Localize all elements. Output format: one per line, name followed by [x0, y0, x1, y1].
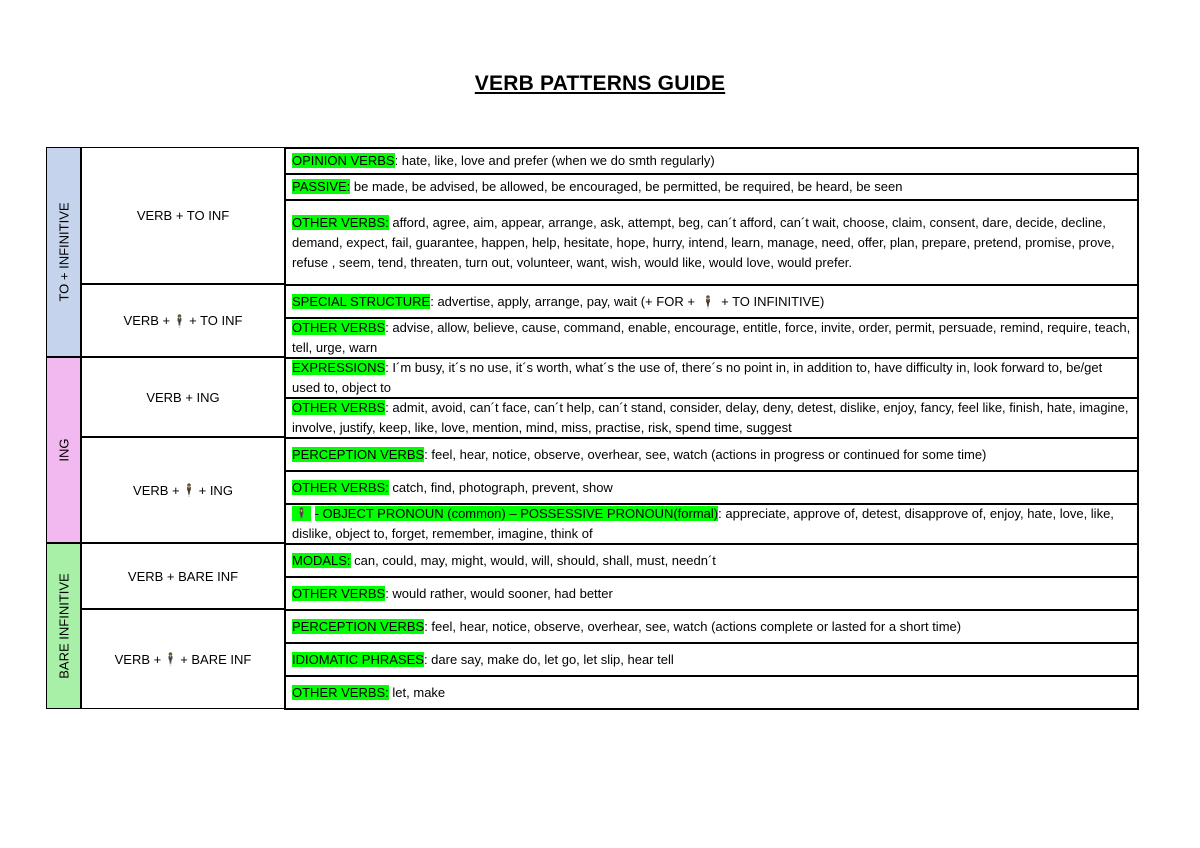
section-label-ing: ING — [56, 438, 71, 462]
person-icon: 🕴 — [294, 507, 309, 521]
section-label-to-infinitive: TO + INFINITIVE — [56, 202, 71, 302]
section-label-bare-infinitive: BARE INFINITIVE — [56, 573, 71, 679]
row-expressions — [284, 357, 1139, 399]
row-label: EXPRESSIONS — [292, 360, 386, 375]
row-text: : admit, avoid, can´t face, can´t help, can´t stand, consider, delay, deny, detest, dislike, enjoy, fancy, feel like, finish, hate, imagine, involve, justify, keep, like, love, mention, mind, miss, practise, risk, spend time, suggest — [292, 400, 1129, 435]
row-label: OTHER VERBS — [292, 320, 386, 335]
pattern-label: + TO INF — [189, 313, 243, 328]
pattern-verb-person-to-inf — [81, 284, 285, 357]
pattern-verb-person-ing — [81, 437, 285, 543]
row-text: be made, be advised, be allowed, be encouraged, be permitted, be required, be heard, be seen — [350, 179, 903, 194]
row-other-verbs-ing — [284, 397, 1139, 439]
row-label-icon — [292, 506, 311, 521]
row-label: OTHER VERBS — [292, 585, 386, 601]
pattern-label: + BARE INF — [180, 651, 252, 667]
row-label: IDIOMATIC PHRASES — [292, 651, 424, 667]
row-text: catch, find, photograph, prevent, show — [388, 479, 613, 495]
row-text: : I´m busy, it´s no use, it´s worth, what´s the use of, there´s no point in, in addition to, have difficulty in, look forward to, be/get used to, object to — [292, 360, 1103, 395]
row-label: SPECIAL STRUCTURE — [292, 293, 431, 309]
row-other-verbs-person-ing — [284, 470, 1139, 505]
row-other-verbs-person-to-inf — [284, 317, 1139, 359]
person-icon: 🕴 — [172, 313, 188, 328]
pattern-verb-ing — [81, 357, 285, 437]
row-perception-verbs-ing — [284, 437, 1139, 472]
row-text: : feel, hear, notice, observe, overhear, see, watch (actions complete or lasted for a short time) — [424, 618, 962, 634]
row-text: + TO INFINITIVE) — [721, 293, 825, 309]
row-object-pronoun — [284, 503, 1139, 545]
row-label: PERCEPTION VERBS — [292, 446, 425, 462]
row-other-verbs-person-bare-inf — [284, 675, 1139, 710]
row-text: afford, agree, aim, appear, arrange, ask, attempt, beg, can´t afford, can´t wait, choose, claim, consent, dare, decide, decline, demand, expect, fail, guarantee, happen, help, hesitate, hope, hurry, intend, learn, manage, need, offer, plan, prepare, pretend, promise, prove, refuse , seem, tend, threaten, turn out, volunteer, want, wish, would like, would love, would prefer. — [292, 214, 1115, 270]
page-title: VERB PATTERNS GUIDE — [474, 72, 726, 95]
pattern-verb-bare-inf — [81, 543, 285, 609]
row-text: appreciate, approve of, detest, disapprove of, enjoy, hate, love, like, dislike, object to, forget, remember, imagine, think of — [292, 506, 1114, 541]
row-text: : would rather, would sooner, had better — [385, 585, 613, 601]
pattern-label: VERB + TO INF — [136, 208, 230, 223]
pattern-verb-to-inf — [81, 147, 285, 284]
row-text: let, make — [388, 684, 446, 700]
row-idiomatic-phrases — [284, 642, 1139, 677]
pattern-label: VERB + — [114, 651, 162, 667]
row-special-structure — [284, 284, 1139, 319]
pattern-label: VERB + ING — [146, 389, 220, 405]
person-icon: 🕴 — [163, 652, 179, 666]
row-label-end: : — [718, 506, 722, 521]
row-perception-verbs-bare-inf — [284, 609, 1139, 644]
row-modals — [284, 543, 1139, 578]
pattern-verb-person-bare-inf — [81, 609, 285, 709]
pattern-label: VERB + — [123, 313, 171, 328]
pattern-label: VERB + — [133, 482, 180, 498]
section-bare-infinitive — [46, 543, 81, 709]
row-label: OTHER VERBS: — [292, 214, 389, 230]
row-label: OTHER VERBS: — [292, 479, 389, 495]
row-text: : hate, like, love and prefer (when we do smth regularly) — [394, 153, 715, 168]
pattern-label: VERB + BARE INF — [127, 568, 239, 584]
row-label: OTHER VERBS: — [292, 684, 389, 700]
row-label: PERCEPTION VERBS — [292, 618, 425, 634]
row-text: : advertise, apply, arrange, pay, wait (+ FOR + — [430, 293, 695, 309]
row-text: : dare say, make do, let go, let slip, hear tell — [423, 651, 674, 667]
row-label: OTHER VERBS — [292, 400, 386, 415]
row-other-verbs-bare-inf — [284, 576, 1139, 611]
row-opinion-verbs — [284, 147, 1139, 175]
section-ing — [46, 357, 81, 543]
row-label: - OBJECT PRONOUN (common) – POSSESSIVE PRONOUN(formal) — [314, 506, 719, 521]
row-passive — [284, 173, 1139, 201]
pattern-label: + ING — [198, 482, 233, 498]
row-text: can, could, may, might, would, will, should, shall, must, needn´t — [350, 552, 716, 568]
row-label: MODALS: — [292, 552, 351, 568]
person-icon: 🕴 — [181, 483, 197, 497]
row-label: OPINION VERBS — [292, 153, 395, 168]
row-text: : feel, hear, notice, observe, overhear, see, watch (actions in progress or continued for some time) — [424, 446, 987, 462]
person-icon: 🕴 — [700, 294, 716, 309]
row-text: : advise, allow, believe, cause, command, enable, encourage, entitle, force, invite, order, permit, persuade, remind, require, teach, tell, urge, warn — [292, 320, 1131, 355]
row-label: PASSIVE: — [292, 179, 351, 194]
section-to-infinitive — [46, 147, 81, 357]
row-other-verbs-to-inf — [284, 199, 1139, 286]
